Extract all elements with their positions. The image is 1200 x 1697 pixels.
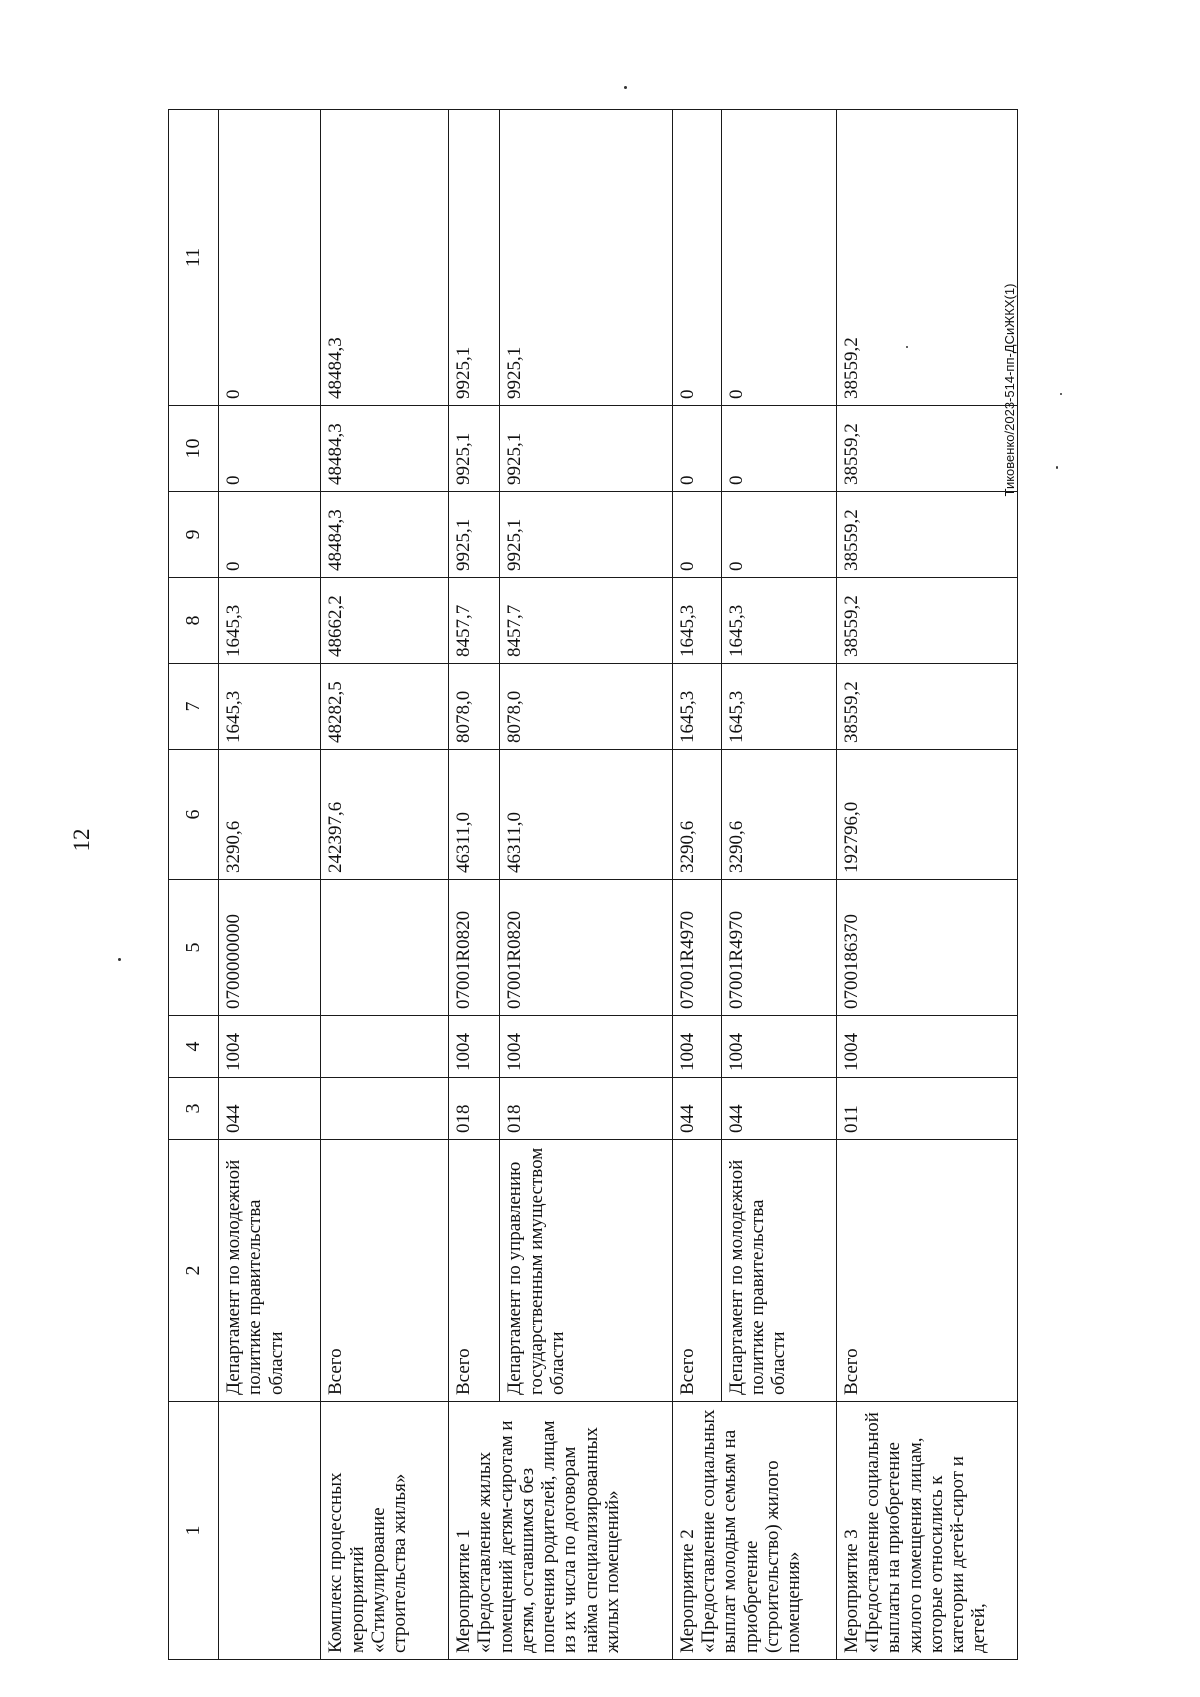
value-cell: 8078,0 bbox=[449, 664, 500, 750]
value-cell: 1645,3 bbox=[721, 578, 836, 664]
total-cell: 46311,0 bbox=[449, 750, 500, 880]
value-cell: 9925,1 bbox=[449, 110, 500, 406]
total-cell: 3290,6 bbox=[721, 750, 836, 880]
header-cell: 5 bbox=[169, 880, 219, 1016]
activity-cell: Мероприятие 2 «Предоставление социальных выплат молодым семьям на приобретение (строительство) жилого помещения» bbox=[672, 1402, 836, 1660]
header-row bbox=[169, 110, 219, 1660]
section-cell: 1004 bbox=[219, 1016, 321, 1078]
value-cell: 1645,3 bbox=[672, 664, 721, 750]
value-cell: 38559,2 bbox=[836, 492, 1017, 578]
page-number: 12 bbox=[69, 828, 94, 852]
value-cell: 1645,3 bbox=[672, 578, 721, 664]
table-row bbox=[449, 110, 500, 1660]
header-cell: 9 bbox=[169, 492, 219, 578]
value-cell: 9925,1 bbox=[449, 492, 500, 578]
value-cell: 0 bbox=[219, 110, 321, 406]
total-cell: 192796,0 bbox=[836, 750, 1017, 880]
code-cell: 018 bbox=[449, 1078, 500, 1140]
table-row bbox=[836, 110, 1017, 1660]
value-cell: 38559,2 bbox=[836, 578, 1017, 664]
header-cell: 7 bbox=[169, 664, 219, 750]
header-cell: 3 bbox=[169, 1078, 219, 1140]
code-cell: 011 bbox=[836, 1078, 1017, 1140]
total-cell: 242397,6 bbox=[321, 750, 449, 880]
value-cell: 48662,2 bbox=[321, 578, 449, 664]
target-code-cell: 07001R4970 bbox=[721, 880, 836, 1016]
value-cell: 0 bbox=[672, 406, 721, 492]
executor-cell: Всего bbox=[449, 1140, 500, 1402]
value-cell: 48484,3 bbox=[321, 406, 449, 492]
executor-cell: Департамент по управлению государственным имуществом области bbox=[500, 1140, 673, 1402]
value-cell: 0 bbox=[721, 110, 836, 406]
value-cell: 8078,0 bbox=[500, 664, 673, 750]
activity-cell bbox=[219, 1402, 321, 1660]
executor-cell: Всего bbox=[836, 1140, 1017, 1402]
value-cell: 0 bbox=[219, 406, 321, 492]
activity-cell: Мероприятие 3 «Предоставление социальной выплаты на приобретение жилого помещения лицам, которые относились к категории детей-сирот и детей, bbox=[836, 1402, 1017, 1660]
value-cell: 0 bbox=[672, 110, 721, 406]
executor-cell: Всего bbox=[672, 1140, 721, 1402]
value-cell: 1645,3 bbox=[721, 664, 836, 750]
value-cell: 48282,5 bbox=[321, 664, 449, 750]
header-cell: 1 bbox=[169, 1402, 219, 1660]
header-cell: 11 bbox=[169, 110, 219, 406]
header-cell: 4 bbox=[169, 1016, 219, 1078]
activity-cell: Комплекс процессных мероприятий «Стимулирование строительства жилья» bbox=[321, 1402, 449, 1660]
header-cell: 10 bbox=[169, 406, 219, 492]
value-cell: 0 bbox=[721, 406, 836, 492]
section-cell bbox=[321, 1016, 449, 1078]
value-cell: 8457,7 bbox=[500, 578, 673, 664]
target-code-cell bbox=[321, 880, 449, 1016]
value-cell: 8457,7 bbox=[449, 578, 500, 664]
budget-table bbox=[168, 109, 1018, 1660]
value-cell: 9925,1 bbox=[500, 492, 673, 578]
code-cell: 044 bbox=[672, 1078, 721, 1140]
section-cell: 1004 bbox=[449, 1016, 500, 1078]
value-cell: 48484,3 bbox=[321, 492, 449, 578]
code-cell: 044 bbox=[721, 1078, 836, 1140]
code-cell bbox=[321, 1078, 449, 1140]
value-cell: 38559,2 bbox=[836, 406, 1017, 492]
executor-cell: Департамент по молодежной политике правительства области bbox=[721, 1140, 836, 1402]
value-cell: 1645,3 bbox=[219, 664, 321, 750]
executor-cell: Всего bbox=[321, 1140, 449, 1402]
header-cell: 2 bbox=[169, 1140, 219, 1402]
value-cell: 38559,2 bbox=[836, 664, 1017, 750]
section-cell: 1004 bbox=[836, 1016, 1017, 1078]
value-cell: 9925,1 bbox=[500, 110, 673, 406]
target-code-cell: 07001R0820 bbox=[500, 880, 673, 1016]
value-cell: 0 bbox=[721, 492, 836, 578]
activity-cell: Мероприятие 1 «Предоставление жилых помещений детям-сиротам и детям, оставшимся без попечения родителей, лицам из их числа по договорам найма специализированных жилых помещений» bbox=[449, 1402, 673, 1660]
header-cell: 8 bbox=[169, 578, 219, 664]
total-cell: 46311,0 bbox=[500, 750, 673, 880]
executor-cell: Департамент по молодежной политике правительства области bbox=[219, 1140, 321, 1402]
target-code-cell: 0700000000 bbox=[219, 880, 321, 1016]
value-cell: 1645,3 bbox=[219, 578, 321, 664]
scan-speck bbox=[118, 958, 121, 961]
total-cell: 3290,6 bbox=[219, 750, 321, 880]
budget-table-container bbox=[168, 110, 1200, 1653]
value-cell: 9925,1 bbox=[449, 406, 500, 492]
code-cell: 044 bbox=[219, 1078, 321, 1140]
value-cell: 38559,2 bbox=[836, 110, 1017, 406]
value-cell: 48484,3 bbox=[321, 110, 449, 406]
section-cell: 1004 bbox=[721, 1016, 836, 1078]
code-cell: 018 bbox=[500, 1078, 673, 1140]
table-row bbox=[219, 110, 321, 1660]
target-code-cell: 07001R0820 bbox=[449, 880, 500, 1016]
header-cell: 6 bbox=[169, 750, 219, 880]
target-code-cell: 07001R4970 bbox=[672, 880, 721, 1016]
table-row bbox=[321, 110, 449, 1660]
section-cell: 1004 bbox=[500, 1016, 673, 1078]
scan-speck bbox=[624, 86, 627, 89]
total-cell: 3290,6 bbox=[672, 750, 721, 880]
value-cell: 9925,1 bbox=[500, 406, 673, 492]
table-row bbox=[672, 110, 721, 1660]
target-code-cell: 0700186370 bbox=[836, 880, 1017, 1016]
value-cell: 0 bbox=[219, 492, 321, 578]
value-cell: 0 bbox=[672, 492, 721, 578]
section-cell: 1004 bbox=[672, 1016, 721, 1078]
document-code: Тиковенко/2023-514-пп-ДСиЖКХ(1) bbox=[1002, 283, 1017, 497]
